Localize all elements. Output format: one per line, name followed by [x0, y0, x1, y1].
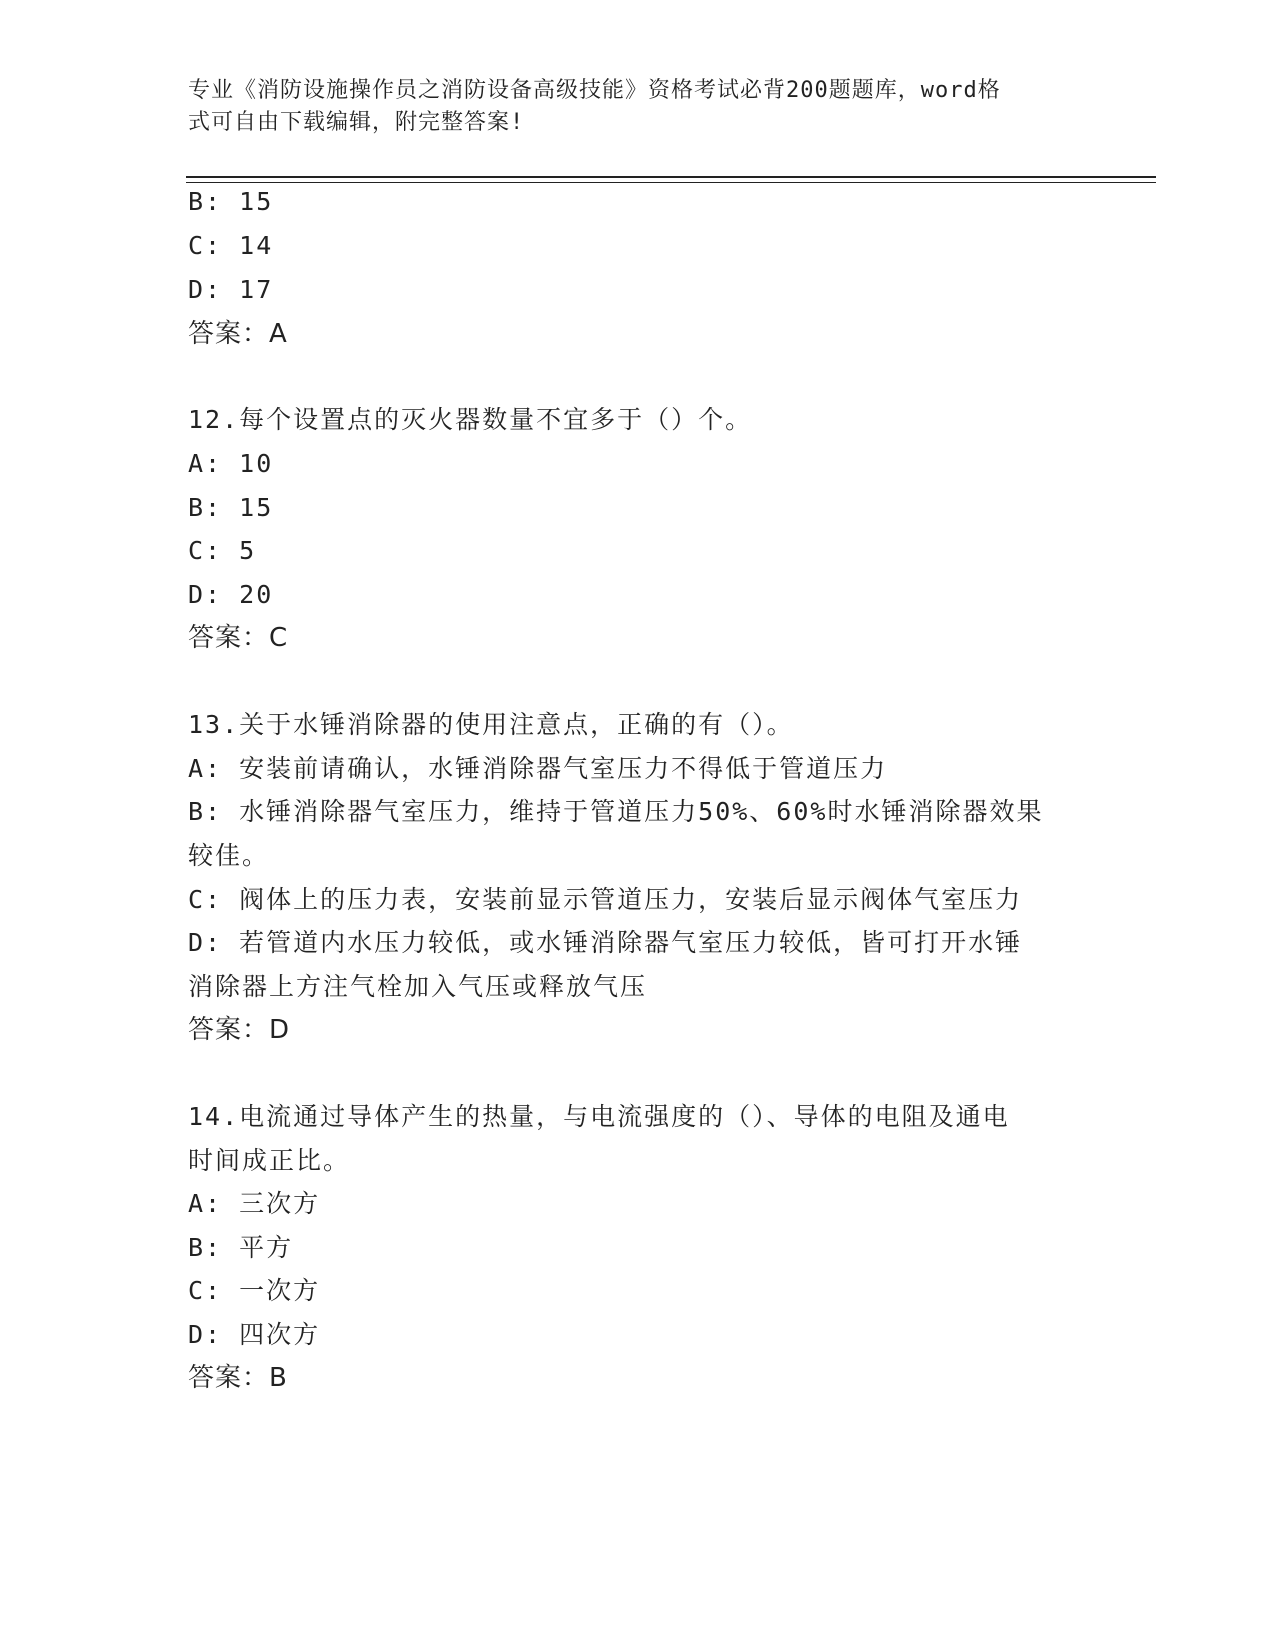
q12-option-b: B: 15: [188, 493, 274, 522]
q14-answer: 答案：B: [188, 1363, 288, 1393]
q13-answer: 答案：D: [188, 1015, 291, 1045]
header-line-2: 式可自由下载编辑，附完整答案!: [188, 110, 525, 135]
q12-answer: 答案：C: [188, 623, 289, 653]
q14-option-c: C: 一次方: [188, 1276, 321, 1305]
q12-question: 12.每个设置点的灭火器数量不宜多于（）个。: [188, 405, 753, 434]
q13-option-a: A: 安装前请确认，水锤消除器气室压力不得低于管道压力: [188, 754, 888, 783]
q11-option-c: C: 14: [188, 231, 274, 260]
header-line-1: 专业《消防设施操作员之消防设备高级技能》资格考试必背200题题库，word格: [188, 78, 1001, 103]
q13-option-c: C: 阀体上的压力表，安装前显示管道压力，安装后显示阀体气室压力: [188, 885, 1023, 914]
q14-question-cont: 时间成正比。: [188, 1146, 351, 1175]
q12-option-c: C: 5: [188, 536, 257, 565]
q13-option-b-cont: 较佳。: [188, 841, 270, 870]
q14-question: 14.电流通过导体产生的热量，与电流强度的（）、导体的电阻及通电: [188, 1102, 1010, 1131]
q11-option-b: B: 15: [188, 187, 274, 216]
q14-option-b: B: 平方: [188, 1233, 294, 1262]
q13-option-b: B: 水锤消除器气室压力，维持于管道压力50%、60%时水锤消除器效果: [188, 797, 1044, 826]
q13-option-d: D: 若管道内水压力较低，或水锤消除器气室压力较低，皆可打开水锤: [188, 928, 1023, 957]
q14-option-d: D: 四次方: [188, 1320, 321, 1349]
q12-option-d: D: 20: [188, 580, 274, 609]
q14-option-a: A: 三次方: [188, 1189, 321, 1218]
q13-option-d-cont: 消除器上方注气栓加入气压或释放气压: [188, 972, 648, 1001]
q11-answer: 答案：A: [188, 319, 288, 349]
header-divider: [186, 176, 1156, 178]
q11-option-d: D: 17: [188, 275, 274, 304]
document-header: [188, 75, 1068, 139]
q12-option-a: A: 10: [188, 449, 274, 478]
q13-question: 13.关于水锤消除器的使用注意点，正确的有（）。: [188, 710, 794, 739]
